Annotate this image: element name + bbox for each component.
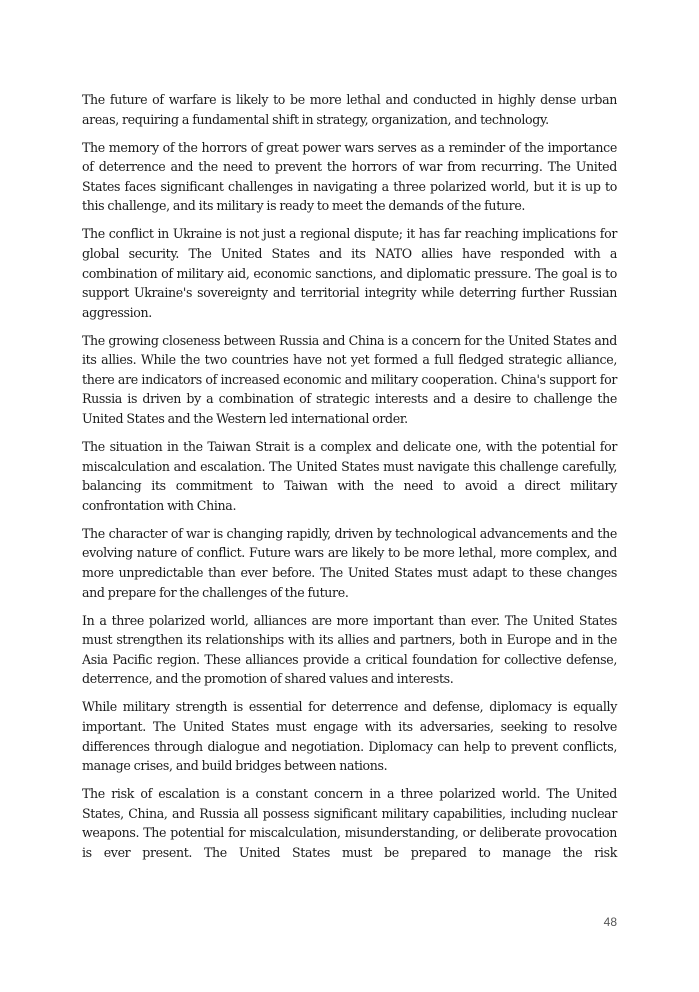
paragraph-great-power-wars: The memory of the horrors of great power wars serves as a reminder of the importance of deterrence and the need to prevent the horrors of war from recurring. The United States faces significant challenges in navigating a three polarized world, but it is up to this challenge, and its military is ready to meet the demands of the future. [82, 139, 617, 214]
paragraph-russia-china: The growing closeness between Russia and China is a concern for the United States and its allies. While the two countries have not yet formed a full fledged strategic alliance, there are indicators of increased economic and military cooperation. China's support for Russia is driven by a combination of strategic interests and a desire to challenge the United States and the Western led international order. [82, 332, 617, 427]
paragraph-alliances: In a three polarized world, alliances are more important than ever. The United States must strengthen its relationships with its allies and partners, both in Europe and in the Asia Pacific region. These alliances provide a critical foundation for collective defense, deterrence, and the promotion of shared values and interests. [82, 612, 617, 687]
paragraph-character-of-war: The character of war is changing rapidly, driven by technological advancements and the evolving nature of conflict. Future wars are likely to be more lethal, more complex, and more unpredictable than ever before. The United States must adapt to these changes and prepare for the challenges of the future. [82, 525, 617, 600]
paragraph-ukraine-conflict: The conflict in Ukraine is not just a regional dispute; it has far reaching implications for global security. The United States and its NATO allies have responded with a combination of military aid, economic sanctions, and diplomatic pressure. The goal is to support Ukraine's sovereignty and territorial integrity while deterring further Russian aggression. [82, 226, 617, 320]
paragraph-escalation-risk: The risk of escalation is a constant concern in a three polarized world. The United States, China, and Russia all possess significant military capabilities, including nuclear weapons. The potential for miscalculation, misunderstanding, or deliberate provocation is ever present. The United States must be prepared to manage the risk [82, 786, 617, 860]
paragraph-future-warfare: The future of warfare is likely to be more lethal and conducted in highly dense urban areas, requiring a fundamental shift in strategy, organization, and technology. [82, 92, 617, 127]
paragraph-diplomacy: While military strength is essential for deterrence and defense, diplomacy is equally important. The United States must engage with its adversaries, seeking to resolve differences through dialogue and negotiation. Diplomacy can help to prevent conflicts, manage crises, and build bridges between nations. [82, 699, 617, 774]
paragraph-taiwan-strait: The situation in the Taiwan Strait is a complex and delicate one, with the potential for miscalculation and escalation. The United States must navigate this challenge carefully, balancing its commitment to Taiwan with the need to avoid a direct military confrontation with China. [82, 439, 617, 513]
page-number: 48 [603, 915, 617, 929]
body-text [82, 90, 617, 871]
